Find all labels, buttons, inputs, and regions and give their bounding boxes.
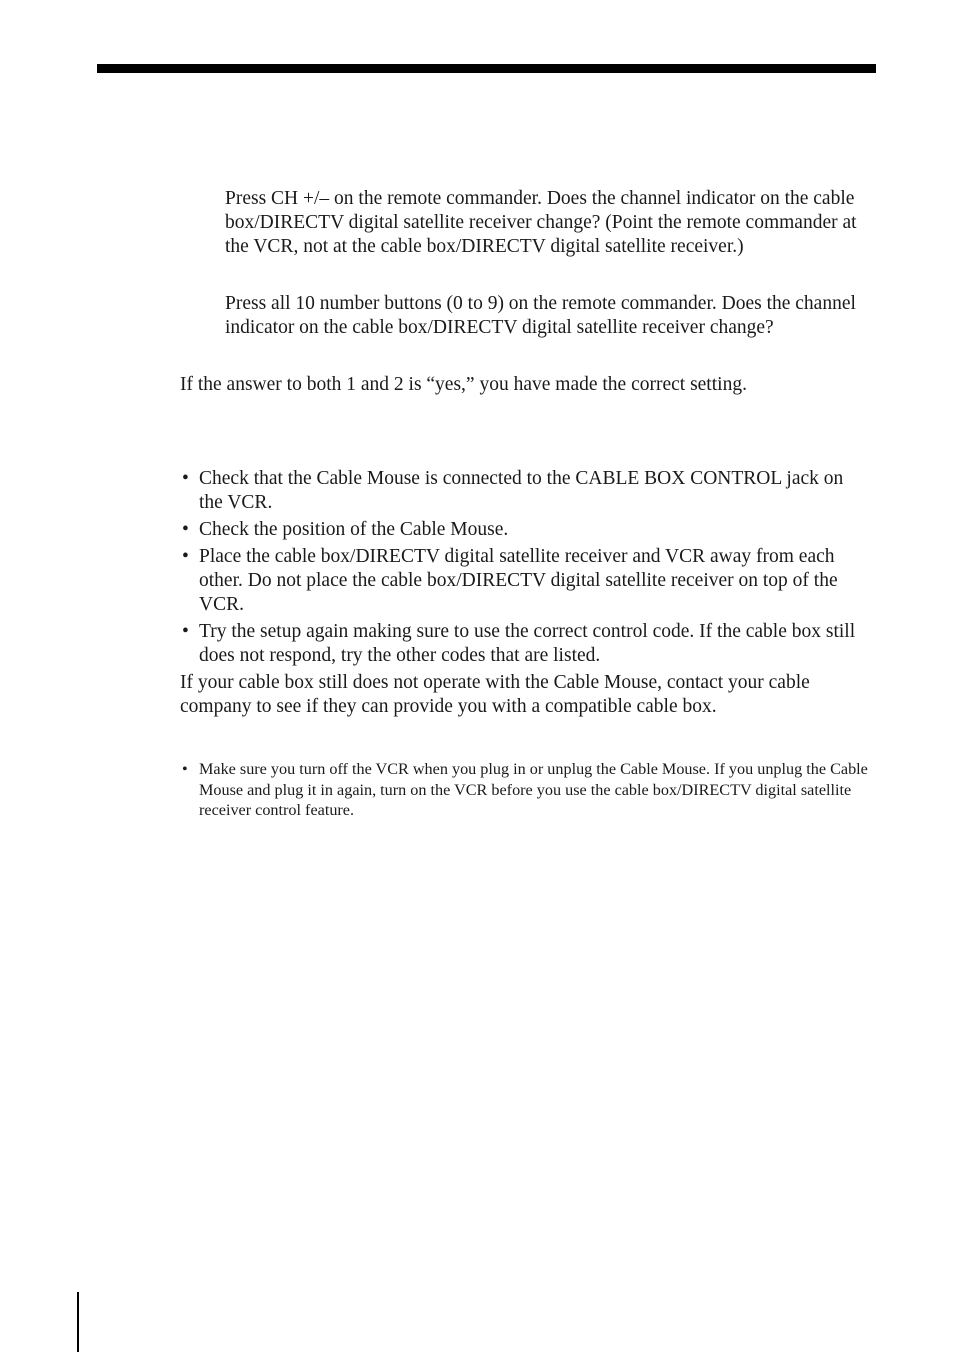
step-1-text: Press CH +/– on the remote commander. Does the channel indicator on the cable box/DIRECTV digital satellite receiver change? (Point the remote commander at the VCR, not at the cable box/DIRECTV digital satellite receiver.) bbox=[225, 188, 857, 257]
list-item bbox=[180, 759, 870, 821]
list-item bbox=[180, 620, 870, 668]
step-2-text: Press all 10 number buttons (0 to 9) on the remote commander. Does the channel indicator on the cable box/DIRECTV digital satellite receiver change? bbox=[225, 293, 856, 338]
page-margin-line bbox=[77, 1292, 79, 1352]
troubleshooting-list bbox=[180, 467, 870, 671]
list-item bbox=[180, 518, 870, 542]
note-text: Make sure you turn off the VCR when you plug in or unplug the Cable Mouse. If you unplug the Cable Mouse and plug it in again, turn on the VCR before you use the cable box/DIRECTV digital satellite receiver control feature. bbox=[199, 760, 868, 819]
list-item-text: Place the cable box/DIRECTV digital satellite receiver and VCR away from each other. Do not place the cable box/DIRECTV digital satellite receiver on top of the VCR. bbox=[199, 546, 838, 615]
bullet-icon: • bbox=[182, 468, 189, 489]
list-item-text: Try the setup again making sure to use the correct control code. If the cable box still does not respond, try the other codes that are listed. bbox=[199, 621, 856, 666]
bullet-icon: • bbox=[182, 519, 189, 540]
bullet-icon: • bbox=[182, 760, 188, 778]
check-result-text: If the answer to both 1 and 2 is “yes,” you have made the correct setting. bbox=[180, 374, 747, 395]
list-item bbox=[180, 545, 870, 617]
bullet-icon: • bbox=[182, 621, 189, 642]
note-list bbox=[180, 759, 870, 824]
list-item-text: Check that the Cable Mouse is connected to the CABLE BOX CONTROL jack on the VCR. bbox=[199, 468, 844, 513]
troubleshooting-closing-text: If your cable box still does not operate with the Cable Mouse, contact your cable company to see if they can provide you with a compatible cable box. bbox=[180, 672, 810, 717]
bullet-icon: • bbox=[182, 546, 189, 567]
list-item bbox=[180, 467, 870, 515]
list-item-text: Check the position of the Cable Mouse. bbox=[199, 519, 509, 540]
header-rule bbox=[97, 64, 876, 73]
